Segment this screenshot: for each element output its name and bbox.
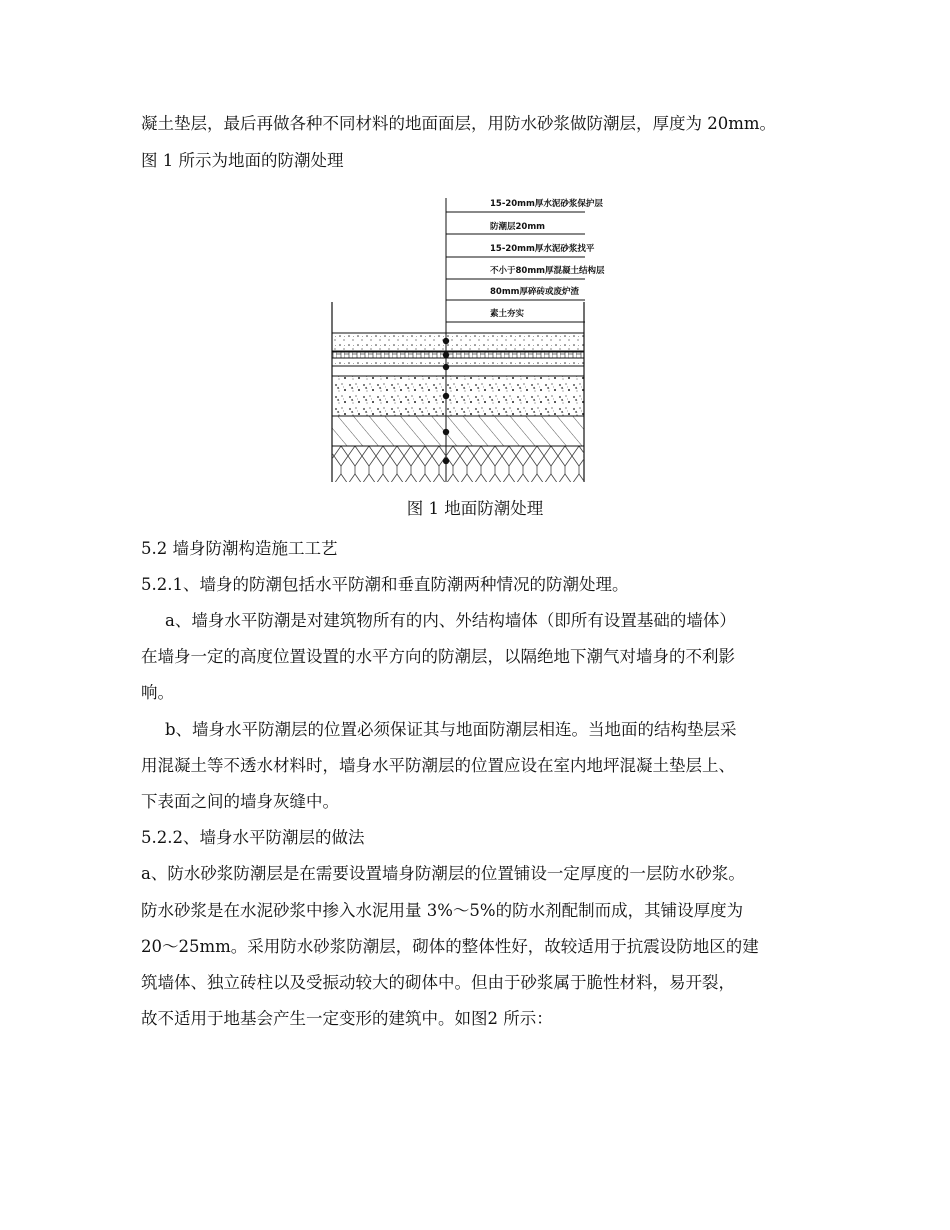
subsection-heading: 5.2.1、墙身的防潮包括水平防潮和垂直防潮两种情况的防潮处理。: [141, 575, 629, 594]
paragraph-line: 图 1 所示为地面的防潮处理: [141, 151, 344, 170]
paragraph-line: 筑墙体、独立砖柱以及受振动较大的砌体中。但由于砂浆属于脆性材料，易开裂，: [141, 973, 735, 992]
brick-rubble-layer: [332, 416, 584, 446]
layer-label: 15-20mm厚水泥砂浆找平: [490, 244, 595, 254]
paragraph-line: 用混凝土等不透水材料时，墙身水平防潮层的位置应设在室内地坪混凝土垫层上、: [141, 756, 735, 775]
leveling-mortar-layer: [332, 358, 584, 366]
figure-caption: 图 1 地面防潮处理: [406, 499, 544, 518]
paragraph-line: a、墙身水平防潮是对建筑物所有的内、外结构墙体（即所有设置基础的墙体）: [165, 611, 736, 630]
paragraph-line: 凝土垫层，最后再做各种不同材料的地面面层，用防水砂浆做防潮层，厚度为 20mm。: [141, 114, 777, 133]
layer-label: 80mm厚碎砖或废炉渣: [490, 287, 580, 297]
paragraph-line: 下表面之间的墙身灰缝中。: [141, 792, 339, 811]
paragraph-line: 响。: [141, 683, 174, 702]
paragraph-line: 防水砂浆是在水泥砂浆中掺入水泥用量 3%～5%的防水剂配制而成，其铺设厚度为: [141, 901, 744, 920]
paragraph-line: a、防水砂浆防潮层是在需要设置墙身防潮层的位置铺设一定厚度的一层防水砂浆。: [141, 864, 745, 883]
layer-label: 防潮层20mm: [490, 222, 546, 232]
protective-mortar-layer: [332, 333, 584, 351]
paragraph-line: b、墙身水平防潮层的位置必须保证其与地面防潮层相连。当地面的结构垫层采: [165, 720, 737, 739]
layer-label: 素土夯实: [490, 309, 525, 319]
floor-layers: [332, 302, 584, 482]
concrete-structure-layer: [332, 376, 584, 416]
layer-label: 15-20mm厚水泥砂浆保护层: [490, 199, 603, 209]
paragraph-line: 在墙身一定的高度位置设置的水平方向的防潮层，以隔绝地下潮气对墙身的不利影: [141, 647, 735, 666]
floor-damp-proofing-diagram: [320, 190, 620, 490]
paragraph-line: 故不适用于地基会产生一定变形的建筑中。如图2 所示：: [141, 1009, 553, 1028]
layer-label: 不小于80mm厚混凝土结构层: [490, 266, 605, 276]
compacted-soil-layer: [332, 446, 584, 482]
subsection-heading: 5.2.2、墙身水平防潮层的做法: [141, 828, 365, 847]
section-heading: 5.2 墙身防潮构造施工工艺: [141, 539, 338, 558]
paragraph-line: 20～25mm。采用防水砂浆防潮层，砌体的整体性好，故较适用于抗震设防地区的建: [141, 937, 759, 956]
damp-proof-layer: [332, 352, 584, 358]
